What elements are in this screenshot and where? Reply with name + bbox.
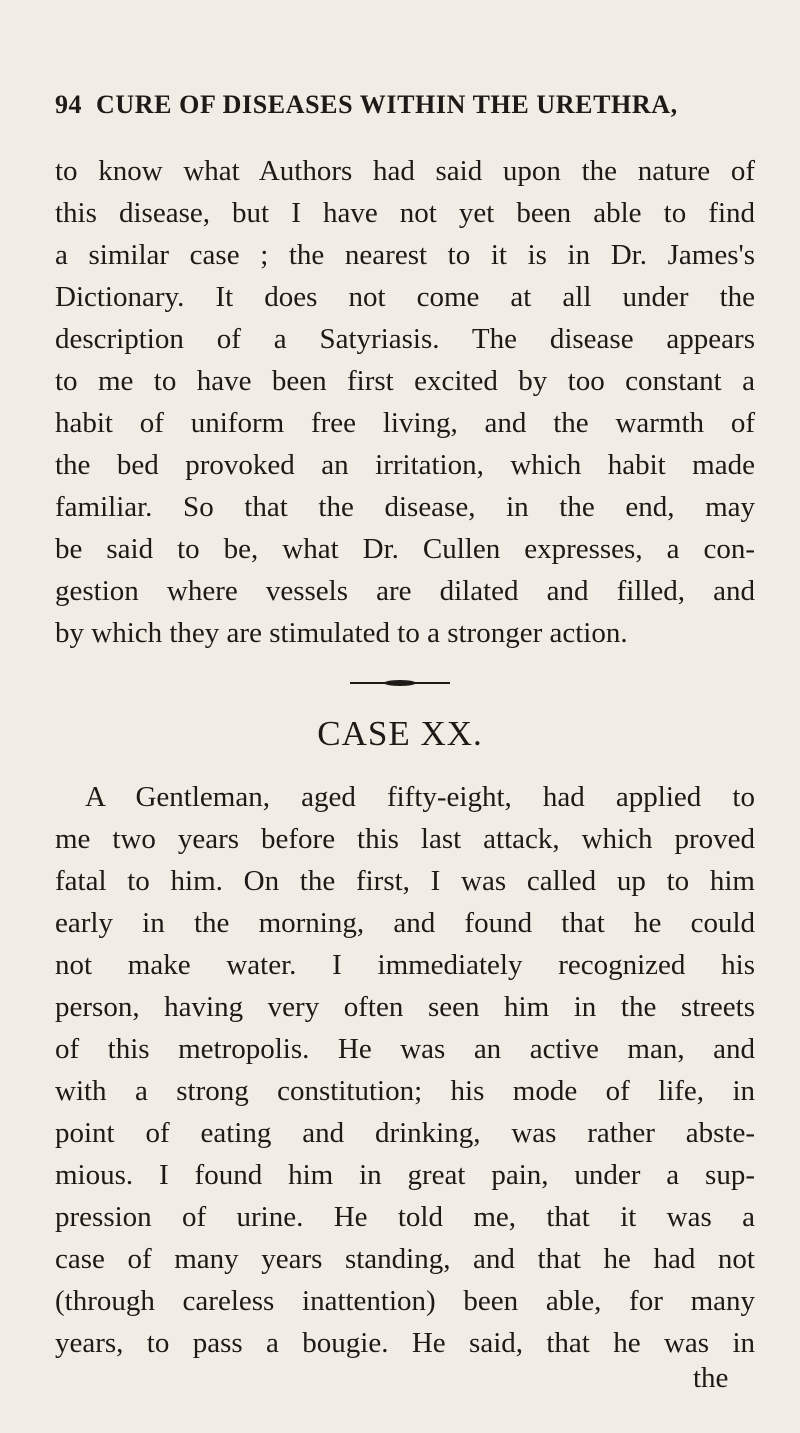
catchword: the bbox=[693, 1362, 729, 1394]
running-title: CURE OF DISEASES WITHIN THE URETHRA, bbox=[96, 90, 678, 119]
page-number: 94 bbox=[55, 90, 82, 119]
text-line: with a strong constitution; his mode of life, in bbox=[55, 1075, 755, 1107]
text-line: description of a Satyriasis. The disease appears bbox=[55, 323, 755, 355]
text-line: a similar case ; the nearest to it is in Dr. James's bbox=[55, 239, 755, 271]
divider-ornament bbox=[384, 680, 416, 686]
text-line: pression of urine. He told me, that it was a bbox=[55, 1201, 755, 1233]
text-line: familiar. So that the disease, in the end, may bbox=[55, 491, 755, 523]
text-line: (through careless inattention) been able, for many bbox=[55, 1285, 755, 1317]
text-line: to know what Authors had said upon the nature of bbox=[55, 155, 755, 187]
text-line: to me to have been first excited by too constant a bbox=[55, 365, 755, 397]
text-line: me two years before this last attack, which proved bbox=[55, 823, 755, 855]
text-line: A Gentleman, aged fifty-eight, had applied to bbox=[85, 781, 755, 813]
text-line: of this metropolis. He was an active man, and bbox=[55, 1033, 755, 1065]
text-line: by which they are stimulated to a stronger action. bbox=[55, 617, 628, 649]
running-header bbox=[55, 90, 755, 120]
text-line: not make water. I immediately recognized his bbox=[55, 949, 755, 981]
text-line: case of many years standing, and that he had not bbox=[55, 1243, 755, 1275]
text-line: habit of uniform free living, and the warmth of bbox=[55, 407, 755, 439]
text-line: early in the morning, and found that he could bbox=[55, 907, 755, 939]
text-line: gestion where vessels are dilated and filled, and bbox=[55, 575, 755, 607]
text-line: mious. I found him in great pain, under a sup- bbox=[55, 1159, 755, 1191]
text-line: point of eating and drinking, was rather abste- bbox=[55, 1117, 755, 1149]
text-line: person, having very often seen him in the streets bbox=[55, 991, 755, 1023]
text-line: this disease, but I have not yet been able to find bbox=[55, 197, 755, 229]
text-line: Dictionary. It does not come at all under the bbox=[55, 281, 755, 313]
text-line: fatal to him. On the first, I was called up to him bbox=[55, 865, 755, 897]
text-line: be said to be, what Dr. Cullen expresses, a con- bbox=[55, 533, 755, 565]
text-line: the bed provoked an irritation, which habit made bbox=[55, 449, 755, 481]
text-line: years, to pass a bougie. He said, that he was in bbox=[55, 1327, 755, 1359]
case-heading: CASE XX. bbox=[317, 714, 483, 753]
